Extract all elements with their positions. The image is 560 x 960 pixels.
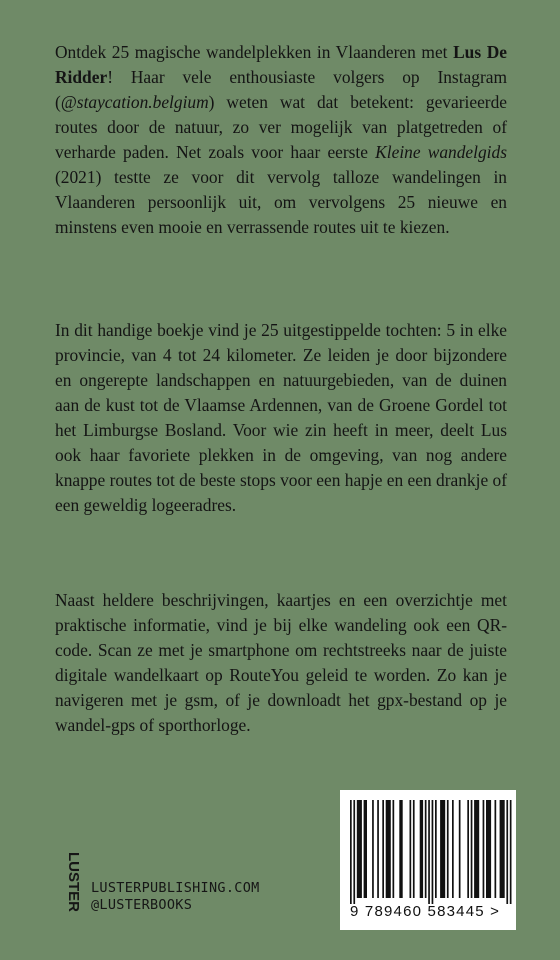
previous-book-title: Kleine wandelgids xyxy=(375,142,507,162)
barcode-bar xyxy=(393,800,395,898)
luster-logo xyxy=(52,852,82,912)
p3-text: Naast heldere beschrijvingen, kaartjes en een overzichtje met praktische informatie, vind je bij elke wandeling ook een QR-code. Scan ze met je smartphone om rechtstreeks naar de juiste digitale wandelkaart op RouteYou geleid te worden. Zo kan je navigeren met je gsm, of je downloadt het gpx-bestand op je wandel-gps of sporthorloge. xyxy=(55,590,507,735)
p1-text-d: (2021) testte ze voor dit vervolg talloze wandelingen in Vlaanderen persoonlijk uit, om vervolgens 25 nieuwe en minstens even mooie en verrassende routes uit te kiezen. xyxy=(55,167,507,237)
barcode-bar xyxy=(428,800,430,904)
blurb-paragraph-2 xyxy=(55,318,507,518)
p1-text-c: ) weten wat dat betekent: gevarieerde routes door de natuur, zo ver mogelijk van platgetreden of verharde paden. Net zoals voor haar eerste xyxy=(55,92,507,162)
barcode-bar xyxy=(350,800,352,904)
barcode-bar xyxy=(440,800,445,898)
publisher-social: @LUSTERBOOKS xyxy=(91,897,193,913)
blurb-paragraph-1 xyxy=(55,40,507,240)
barcode-bar xyxy=(382,800,384,898)
barcode-bar xyxy=(474,800,479,898)
barcode-bar xyxy=(420,800,423,898)
barcode-bar xyxy=(377,800,379,898)
barcode-bar xyxy=(459,800,461,898)
publisher-info xyxy=(91,880,260,914)
isbn-number xyxy=(350,903,500,920)
barcode-bar xyxy=(447,800,449,898)
blurb-paragraph-3 xyxy=(55,588,507,738)
barcode-bar xyxy=(372,800,374,898)
isbn-arrow: > xyxy=(490,903,501,920)
barcode-bar xyxy=(495,800,497,898)
barcode-bar xyxy=(500,800,505,898)
author-name: Lus De Ridder xyxy=(55,42,507,87)
barcode-bar xyxy=(432,800,434,904)
p1-text-b: ! Haar vele enthousiaste volgers op Instagram ( xyxy=(55,67,507,112)
barcode-bar xyxy=(410,800,412,898)
publisher-website: LUSTERPUBLISHING.COM xyxy=(91,880,260,896)
barcode-bar xyxy=(471,800,473,898)
barcode-bar xyxy=(510,800,512,904)
barcode-bar xyxy=(364,800,367,898)
isbn-barcode xyxy=(340,790,516,930)
barcode-bar xyxy=(486,800,491,898)
barcode-bar xyxy=(357,800,362,898)
p1-text-a: Ontdek 25 magische wandelplekken in Vlaanderen met xyxy=(55,42,454,62)
luster-logo-text: LUSTER xyxy=(65,852,82,912)
barcode-bar xyxy=(413,800,415,898)
barcode-bar xyxy=(452,800,454,898)
barcode-bar xyxy=(386,800,391,898)
barcode-bar xyxy=(353,800,355,904)
p2-text: In dit handige boekje vind je 25 uitgestippelde tochten: 5 in elke provincie, van 4 tot 24 kilometer. Ze leiden je door bijzondere en ongerepte landschappen en natuurgebieden, van de duinen aan de kust tot de Vlaamse Ardennen, van de Groene Gordel tot het Limburgse Bosland. Voor wie zin heeft in meer, deelt Lus ook haar favoriete plekken in de omgeving, van nog andere knappe routes tot de beste stops voor een hapje en een drankje of een geweldig logeeradres. xyxy=(55,320,508,515)
barcode-bar xyxy=(435,800,437,898)
barcode-bar xyxy=(483,800,485,898)
barcode-bar xyxy=(399,800,402,898)
barcode-bar xyxy=(506,800,508,904)
barcode-bar xyxy=(467,800,469,898)
isbn-digits: 9 789460 583445 xyxy=(350,903,485,920)
barcode-bar xyxy=(425,800,427,898)
instagram-handle: @staycation.belgium xyxy=(60,92,209,112)
